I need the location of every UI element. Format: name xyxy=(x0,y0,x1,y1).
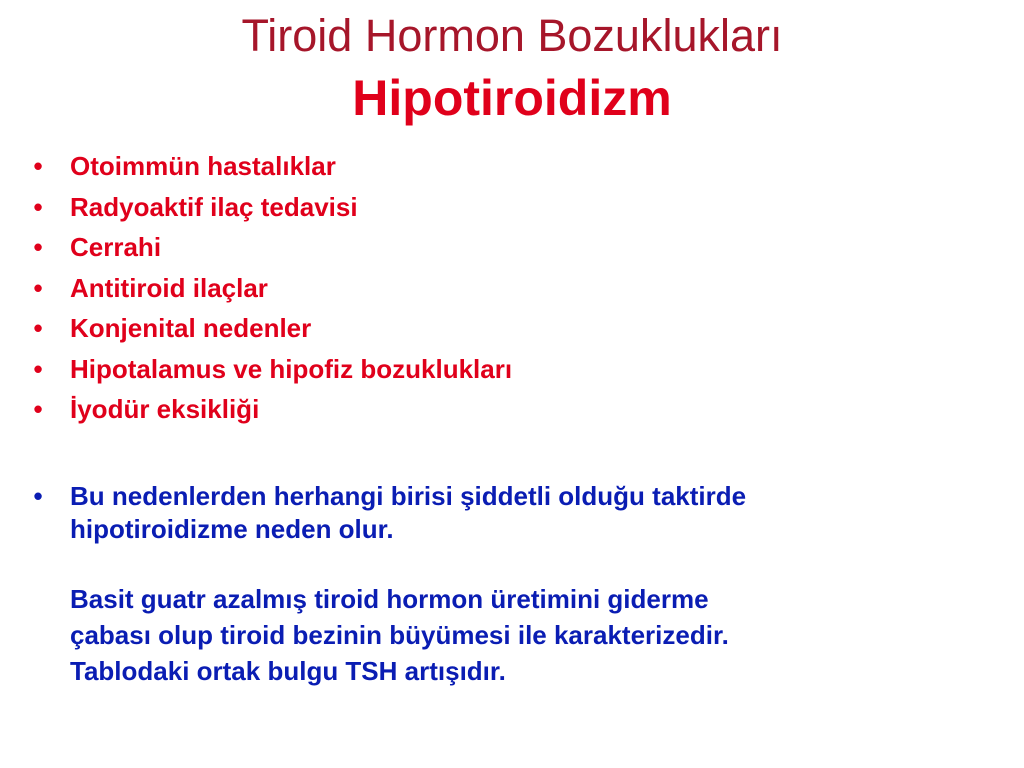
list-item-text: Hipotalamus ve hipofiz bozuklukları xyxy=(70,353,513,384)
explanation-paragraph xyxy=(28,581,998,689)
paragraph-line: Tablodaki ortak bulgu TSH artışıdır. xyxy=(70,656,506,686)
paragraph-line: Basit guatr azalmış tiroid hormon üretimini giderme xyxy=(70,584,709,614)
bullet-icon: • xyxy=(33,272,43,303)
explanation-block xyxy=(28,480,998,689)
bullet-icon: • xyxy=(33,151,43,181)
list-item xyxy=(28,191,988,224)
bullet-icon: • xyxy=(33,232,43,262)
list-item-text: Konjenital nedenler xyxy=(70,313,312,343)
bullet-icon: • xyxy=(33,353,43,384)
explanation-line: hipotiroidizme neden olur. xyxy=(70,514,394,544)
list-item xyxy=(28,353,988,386)
list-item xyxy=(28,150,988,183)
title-subtitle: Hipotiroidizm xyxy=(352,70,672,126)
bullet-icon: • xyxy=(33,394,43,424)
slide-title xyxy=(0,8,1024,128)
list-item-text: İyodür eksikliği xyxy=(70,394,260,424)
list-item-text: Antitiroid ilaçlar xyxy=(70,272,268,303)
explanation-line: Bu nedenlerden herhangi birisi şiddetli olduğu taktirde xyxy=(70,481,747,511)
title-main: Tiroid Hormon Bozuklukları xyxy=(241,10,783,61)
bullet-icon: • xyxy=(33,481,43,511)
list-item xyxy=(28,312,988,345)
list-item xyxy=(28,272,988,305)
bullet-icon: • xyxy=(33,191,43,222)
list-item-text: Radyoaktif ilaç tedavisi xyxy=(70,191,358,222)
list-item xyxy=(28,393,988,426)
list-item-text: Otoimmün hastalıklar xyxy=(70,151,336,181)
causes-list xyxy=(28,150,988,434)
paragraph-line: çabası olup tiroid bezinin büyümesi ile karakterizedir. xyxy=(70,620,729,650)
bullet-icon: • xyxy=(33,313,43,343)
explanation-bullet xyxy=(28,480,998,546)
list-item-text: Cerrahi xyxy=(70,232,162,262)
list-item xyxy=(28,231,988,264)
